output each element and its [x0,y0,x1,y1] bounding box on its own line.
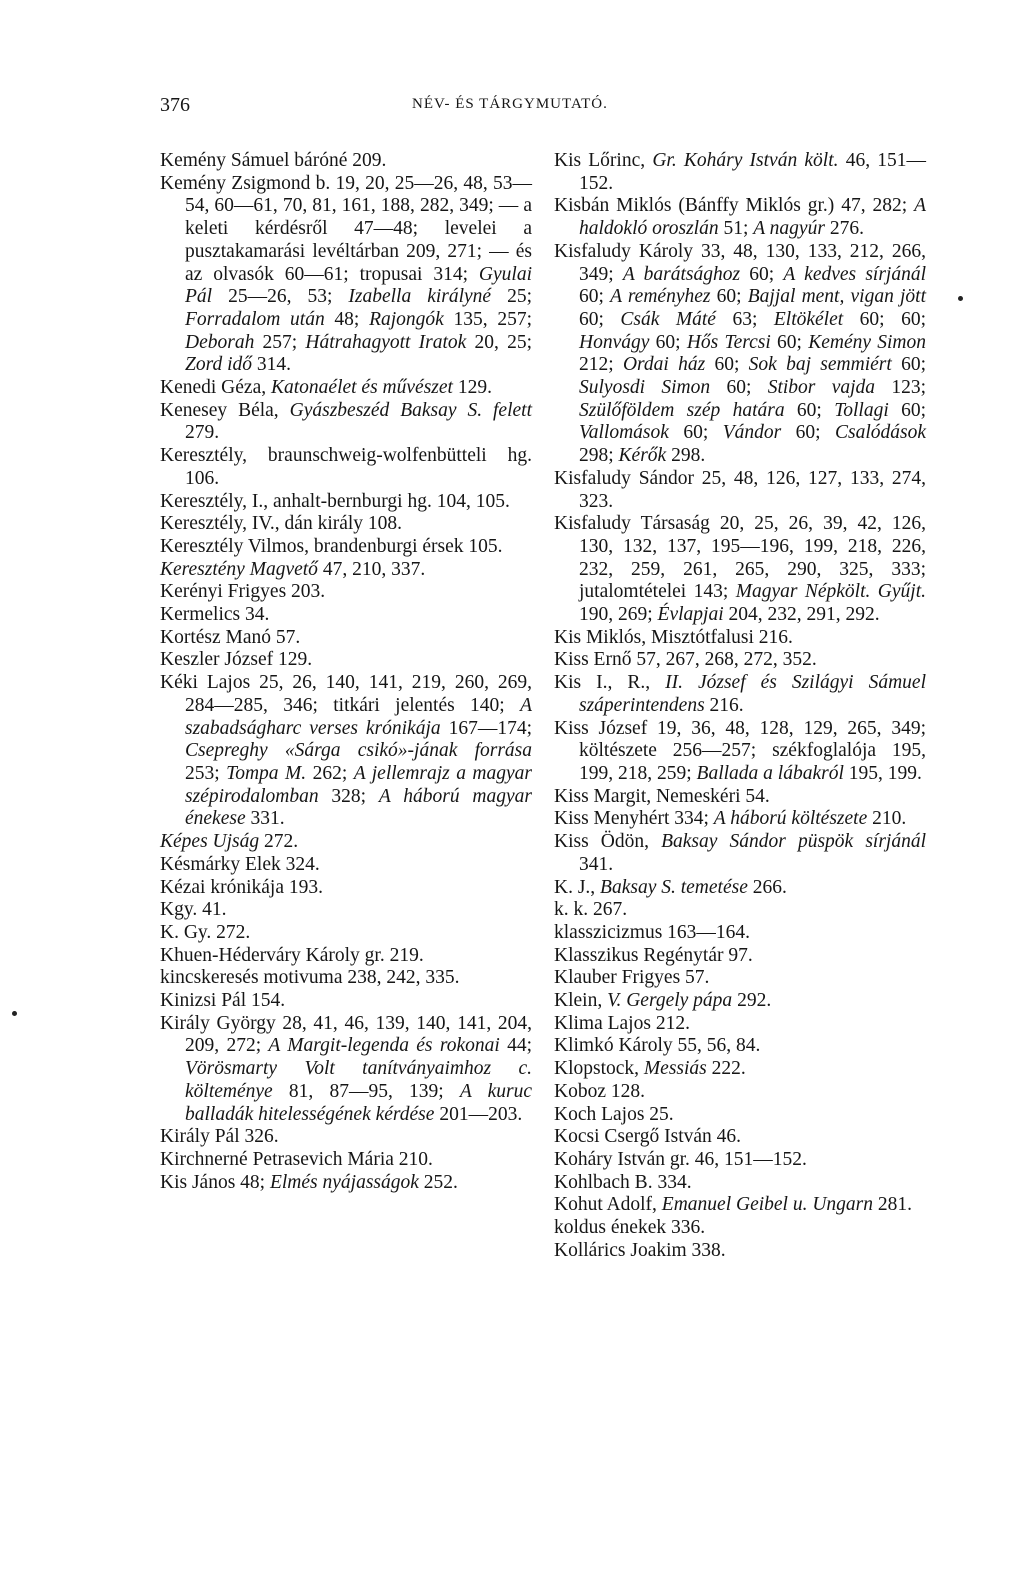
entry-text: 81, 87—95, 139; [272,1080,460,1102]
entry-text: Klima Lajos 212. [554,1012,690,1034]
entry-title-italic: A szabadságharc verses krónikája [185,694,532,739]
entry-text: Klein, [554,990,608,1012]
entry-title-italic: Gr. Koháry István költ. [652,150,839,171]
index-entry [160,990,532,1013]
index-entry [160,922,532,945]
entry-text: 129. [452,377,492,399]
entry-title-italic: V. Gergely pápa [607,990,733,1012]
entry-text: Kemény Sámuel báróné 209. [160,150,387,171]
entry-text: 328; [318,785,379,807]
entry-text: Kenedi Géza, [160,377,271,399]
entry-text: 48; [324,308,370,330]
index-entry [554,1240,926,1263]
entry-text: Keresztély Vilmos, brandenburgi érsek 105. [160,535,503,557]
entry-text: 123; [875,377,926,399]
entry-text: 25—26, 53; [212,286,349,308]
entry-title-italic: Gyulai Pál [185,263,532,308]
index-entry [160,150,532,173]
entry-title-italic: Vörösmarty Volt tanítványaimhoz c. költeménye [185,1058,532,1102]
index-entry [554,1217,926,1240]
entry-text: 262; [306,762,354,784]
entry-text: 281. [873,1194,913,1216]
index-entry [554,1194,926,1217]
entry-title-italic: Tollagi [834,399,889,421]
entry-title-italic: Bajjal ment, vigan jött [747,286,927,308]
entry-title-italic: A reményhez [610,286,711,308]
index-entry [160,1149,532,1172]
margin-dot-left [12,1011,17,1016]
entry-text: 20, 25; [466,331,533,353]
index-entry [554,922,926,945]
entry-title-italic: Zord idő [185,354,253,376]
entry-text: Kgy. 41. [160,899,227,921]
entry-title-italic: A barátsághoz [622,263,741,285]
running-head: NÉV- ÉS TÁRGYMUTATÓ. [412,96,608,112]
index-entry [554,786,926,809]
entry-text: Kisfaludy Sándor 25, 48, 126, 127, 133, 274, 323. [554,467,926,512]
index-entry [160,877,532,900]
entry-text: 266. [747,876,787,898]
margin-dot-right [958,296,963,301]
index-entry [554,1104,926,1127]
index-entry [554,468,926,513]
entry-text: k. k. 267. [554,899,628,921]
entry-text: Keresztély, IV., dán király 108. [160,513,403,535]
entry-text: Kézai krónikája 193. [160,876,323,898]
entry-text: Kocsi Csergő István 46. [554,1126,742,1148]
index-entry [160,377,532,400]
index-column-right [554,150,926,1262]
index-entry [160,831,532,854]
entry-title-italic: Kemény Simon [808,331,927,353]
entry-text: 276. [824,218,864,240]
index-entry [160,649,532,672]
entry-text: 60; [579,286,611,308]
entry-title-italic: Baksay S. temetése [600,876,748,898]
entry-title-italic: Emanuel Geibel u. Ungarn [661,1194,874,1216]
entry-text: Klauber Frigyes 57. [554,967,710,989]
entry-text: 60; [770,331,809,353]
entry-title-italic: Deborah [185,331,255,353]
entry-text: 257; [254,331,306,353]
entry-text: Kirchnerné Petrasevich Mária 210. [160,1148,433,1170]
entry-text: Kortész Manó 57. [160,626,301,648]
entry-title-italic: A haldokló oroszlán [579,195,926,240]
entry-text: K. Gy. 272. [160,921,251,943]
index-entry [160,899,532,922]
entry-text: Kiss Ernő 57, 267, 268, 272, 352. [554,649,817,671]
entry-title-italic: Kérők [618,445,667,467]
entry-title-italic: A kuruc balladák hitelességének kérdése [185,1080,532,1125]
entry-text: Keresztély, I., anhalt-bernburgi hg. 104, 105. [160,490,510,512]
entry-text: klasszicizmus 163—164. [554,921,751,943]
entry-title-italic: Gyászbeszéd Baksay S. felett [289,399,532,421]
entry-text: Késmárky Elek 324. [160,853,320,875]
entry-text: 63; [715,308,774,330]
entry-text: 60; 60; [843,308,926,330]
entry-text: 60; [781,422,835,444]
entry-title-italic: Ordai ház [622,354,706,376]
page-header [160,94,880,126]
index-entry [160,672,532,831]
index-entry [160,173,532,377]
entry-text: 25; [491,286,533,308]
entry-text: Kemény Zsigmond b. 19, 20, 25—26, 48, 53—54, 60—61, 70, 81, 161, 188, 282, 349; — a keleti kérdésről 47—48; levelei a pusztakamarási levéltárban 209, 271; — és az olvasók 60—61; tropusai 314; [160,172,532,285]
entry-text: 47, 210, 337. [317,558,426,580]
entry-text: 60; [579,308,621,330]
entry-title-italic: A háború költészete [713,808,868,830]
entry-text: 60; [710,377,768,399]
entry-text: 60; [784,399,835,421]
entry-text: Kohut Adolf, [554,1194,662,1216]
entry-text: Kiss Ödön, [554,831,662,853]
entry-title-italic: Rajongók [369,308,444,330]
entry-text: Keresztély, braunschweig-wolfenbütteli hg. 106. [160,445,532,489]
entry-text: Koch Lajos 25. [554,1103,674,1125]
entry-title-italic: Évlapjai [657,604,724,626]
page-number: 376 [160,94,190,116]
entry-text: Kiss József 19, 36, 48, 128, 129, 265, 349; költészete 256—257; székfoglalója 195, 199, 218, 259; [554,717,926,784]
entry-text: Kisfaludy Károly 33, 48, 130, 133, 212, 266, 349; [554,240,926,285]
index-entry [160,400,532,445]
entry-title-italic: Izabella királyné [348,286,492,308]
entry-text: 44; [499,1035,532,1057]
index-entry [554,1172,926,1195]
entry-title-italic: A nagyúr [753,218,825,240]
index-entry [160,581,532,604]
entry-text: 51; [718,218,754,240]
index-entry [160,559,532,582]
entry-text: Kermelics 34. [160,604,270,626]
index-entry [160,604,532,627]
index-entry [554,1058,926,1081]
index-entry [160,854,532,877]
entry-text: 292. [732,990,772,1012]
index-entry [554,195,926,240]
entry-title-italic: A jellemrajz a magyar szépirodalomban [185,762,533,807]
entry-title-italic: Vallomások [579,422,669,444]
entry-title-italic: Ballada a lábakról [696,762,844,784]
entry-text: 222. [706,1058,746,1080]
entry-title-italic: Baksay Sándor püspök sírjánál [661,831,927,853]
entry-text: Kollárics Joakim 338. [554,1239,726,1261]
index-entry [160,1013,532,1127]
index-entry [554,627,926,650]
entry-text: 60; [649,331,687,353]
entry-text: 60; [740,263,784,285]
entry-title-italic: Elmés nyájasságok [269,1171,419,1193]
index-entry [160,491,532,514]
index-entry [554,718,926,786]
index-entry [554,808,926,831]
entry-text: 314. [252,354,292,376]
entry-title-italic: II. József és Szilágyi Sámuel száperintendens [579,672,926,716]
entry-text: 210. [867,808,907,830]
entry-text: 212; [579,354,623,376]
entry-text: Kéki Lajos 25, 26, 140, 141, 219, 260, 269, 284—285, 346; titkári jelentés 140; [160,672,532,716]
entry-title-italic: Sulyosdi Simon [579,377,711,399]
entry-title-italic: A kedves sírjánál [783,263,927,285]
entry-text: Koháry István gr. 46, 151—152. [554,1148,807,1170]
entry-text: 60; [888,399,927,421]
entry-title-italic: Hős Tercsi [686,331,771,353]
entry-title-italic: Tompa M. [226,762,307,784]
entry-text: 190, 269; [579,604,658,626]
index-entry [554,672,926,717]
entry-text: Király György 28, 41, 46, 139, 140, 141, 204, 209, 272; [160,1012,532,1057]
index-entry [160,627,532,650]
index-entry [160,1126,532,1149]
entry-text: Kiss Margit, Nemeskéri 54. [554,785,770,807]
entry-title-italic: Sok baj semmiért [748,354,892,376]
entry-text: Kenesey Béla, [160,399,290,421]
entry-text: 279. [185,422,220,444]
entry-title-italic: Képes Ujság [160,831,260,853]
entry-text: Kinizsi Pál 154. [160,990,286,1012]
entry-text: 167—174; [440,717,532,739]
entry-text: 195, 199. [843,762,922,784]
entry-text: 46, 151—152. [579,150,927,194]
entry-text: 60; [668,422,723,444]
entry-title-italic: Honvágy [579,331,650,353]
index-entry [554,945,926,968]
index-entry [554,1126,926,1149]
index-entry [160,1172,532,1195]
index-entry [554,150,926,195]
index-entry [160,513,532,536]
entry-title-italic: Messiás [643,1058,707,1080]
entry-title-italic: Forradalom után [185,308,325,330]
entry-title-italic: Magyar Népkölt. Gyűjt. [735,581,926,603]
entry-text: 272. [259,831,299,853]
entry-text: Klimkó Károly 55, 56, 84. [554,1035,761,1057]
index-entry [554,241,926,468]
entry-text: 253; [185,762,227,784]
index-entry [554,1081,926,1104]
entry-text: Kohlbach B. 334. [554,1171,692,1193]
entry-text: Kerényi Frigyes 203. [160,581,326,603]
entry-text: Kisbán Miklós (Bánffy Miklós gr.) 47, 282; [554,195,915,217]
index-column-left [160,150,532,1194]
entry-text: Kis Lőrinc, [554,150,653,171]
index-entry [554,649,926,672]
entry-text: 298; [579,445,619,467]
entry-text: Kiss Menyhért 334; [554,808,714,830]
entry-text: kincskeresés motivuma 238, 242, 335. [160,967,460,989]
entry-title-italic: A háború magyar énekese [185,785,532,830]
entry-text: K. J., [554,876,601,898]
entry-title-italic: Stibor vajda [767,377,876,399]
entry-title-italic: Katonaélet és művészet [270,377,453,399]
index-entry [554,877,926,900]
entry-text: Kis Miklós, Misztótfalusi 216. [554,626,793,648]
entry-text: Koboz 128. [554,1080,645,1102]
entry-title-italic: Szülőföldem szép határa [579,399,785,421]
entry-text: 341. [579,853,614,875]
index-entry [554,831,926,876]
entry-title-italic: Hátrahagyott Iratok [305,331,467,353]
entry-text: 204, 232, 291, 292. [723,604,880,626]
entry-text: 201—203. [434,1103,523,1125]
index-entry [160,967,532,990]
entry-text: 331. [245,808,285,830]
index-entry [160,536,532,559]
entry-text: Keszler József 129. [160,649,313,671]
entry-text: Klasszikus Regénytár 97. [554,944,753,966]
entry-text: Klopstock, [554,1058,644,1080]
entry-text: 252. [418,1171,458,1193]
entry-title-italic: Keresztény Magvető [160,558,318,580]
entry-text: Kisfaludy Társaság 20, 25, 26, 39, 42, 126, 130, 132, 137, 195—196, 199, 218, 226, 232, 259, 261, 265, 290, 325, 333; jutalomtételei 143; [554,513,926,603]
entry-text: Király Pál 326. [160,1126,279,1148]
entry-text: Kis I., R., [554,672,666,694]
index-entry [554,1149,926,1172]
entry-title-italic: Csalódások [834,422,926,444]
entry-text: Kis János 48; [160,1171,270,1193]
entry-text: 60; [705,354,749,376]
index-entry [554,1035,926,1058]
entry-title-italic: Eltökélet [773,308,844,330]
entry-text: 60; [710,286,748,308]
entry-text: 216. [704,694,744,716]
entry-text: Khuen-Héderváry Károly gr. 219. [160,944,424,966]
entry-text: 298. [666,445,706,467]
entry-title-italic: Csepreghy «Sárga csikó»-jának forrása [185,740,532,762]
entry-text: 60; [891,354,926,376]
index-entry [160,445,532,490]
index-entry [554,990,926,1013]
entry-title-italic: A Margit-legenda és rokonai [268,1035,500,1057]
index-entry [554,513,926,627]
index-entry [554,967,926,990]
entry-text: koldus énekek 336. [554,1217,706,1239]
index-entry [554,899,926,922]
entry-text: 135, 257; [443,308,533,330]
index-entry [160,945,532,968]
entry-title-italic: Vándor [722,422,782,444]
index-entry [554,1013,926,1036]
entry-title-italic: Csák Máté [620,308,716,330]
